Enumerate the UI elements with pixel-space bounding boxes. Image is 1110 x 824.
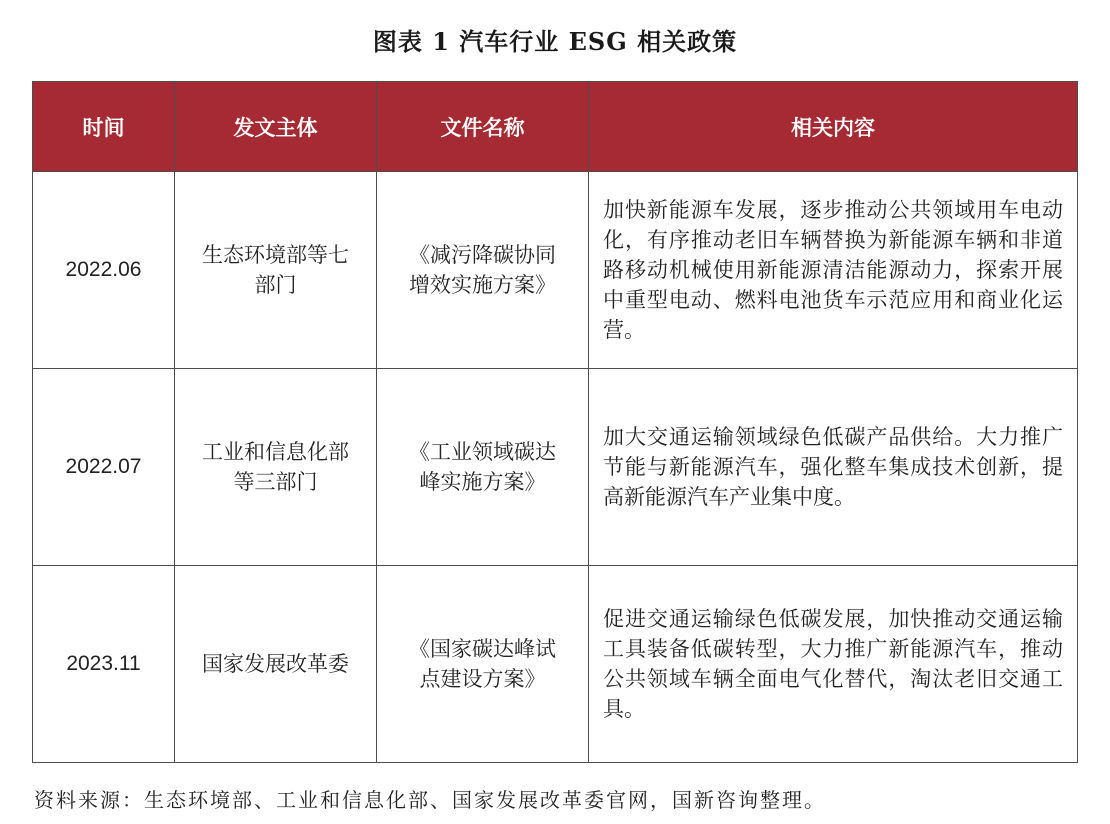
source-note: 资料来源：生态环境部、工业和信息化部、国家发展改革委官网，国新咨询整理。 (34, 788, 826, 812)
document-text: 《国家碳达峰试点建设方案》 (409, 637, 556, 691)
cell-time: 2022.06 (33, 172, 175, 369)
cell-time: 2023.11 (33, 566, 175, 763)
header-content: 相关内容 (589, 82, 1078, 172)
cell-content: 加大交通运输领域绿色低碳产品供给。大力推广节能与新能源汽车，强化整车集成技术创新，提高新能源汽车产业集中度。 (589, 369, 1078, 566)
cell-issuer (175, 369, 377, 566)
table-row (33, 566, 1078, 763)
header-document: 文件名称 (377, 82, 589, 172)
cell-content: 促进交通运输绿色低碳发展，加快推动交通运输工具装备低碳转型，大力推广新能源汽车，推动公共领域车辆全面电气化替代，淘汰老旧交通工具。 (589, 566, 1078, 763)
cell-content: 加快新能源车发展，逐步推动公共领域用车电动化，有序推动老旧车辆替换为新能源车辆和非道路移动机械使用新能源清洁能源动力，探索开展中重型电动、燃料电池货车示范应用和商业化运营。 (589, 172, 1078, 369)
document-text: 《工业领域碳达峰实施方案》 (409, 440, 556, 494)
issuer-text: 国家发展改革委 (202, 652, 349, 676)
table-header-row (33, 82, 1078, 172)
header-time: 时间 (33, 82, 175, 172)
figure-title: 图表 1 汽车行业 ESG 相关政策 (372, 27, 738, 56)
cell-time: 2022.07 (33, 369, 175, 566)
table-row (33, 172, 1078, 369)
cell-document (377, 172, 589, 369)
policy-table (32, 81, 1078, 763)
table-row (33, 369, 1078, 566)
cell-issuer (175, 172, 377, 369)
header-issuer: 发文主体 (175, 82, 377, 172)
document-text: 《减污降碳协同增效实施方案》 (409, 243, 556, 297)
cell-document (377, 369, 589, 566)
cell-document (377, 566, 589, 763)
issuer-text: 生态环境部等七部门 (202, 243, 349, 297)
issuer-text: 工业和信息化部等三部门 (202, 440, 349, 494)
cell-issuer (175, 566, 377, 763)
